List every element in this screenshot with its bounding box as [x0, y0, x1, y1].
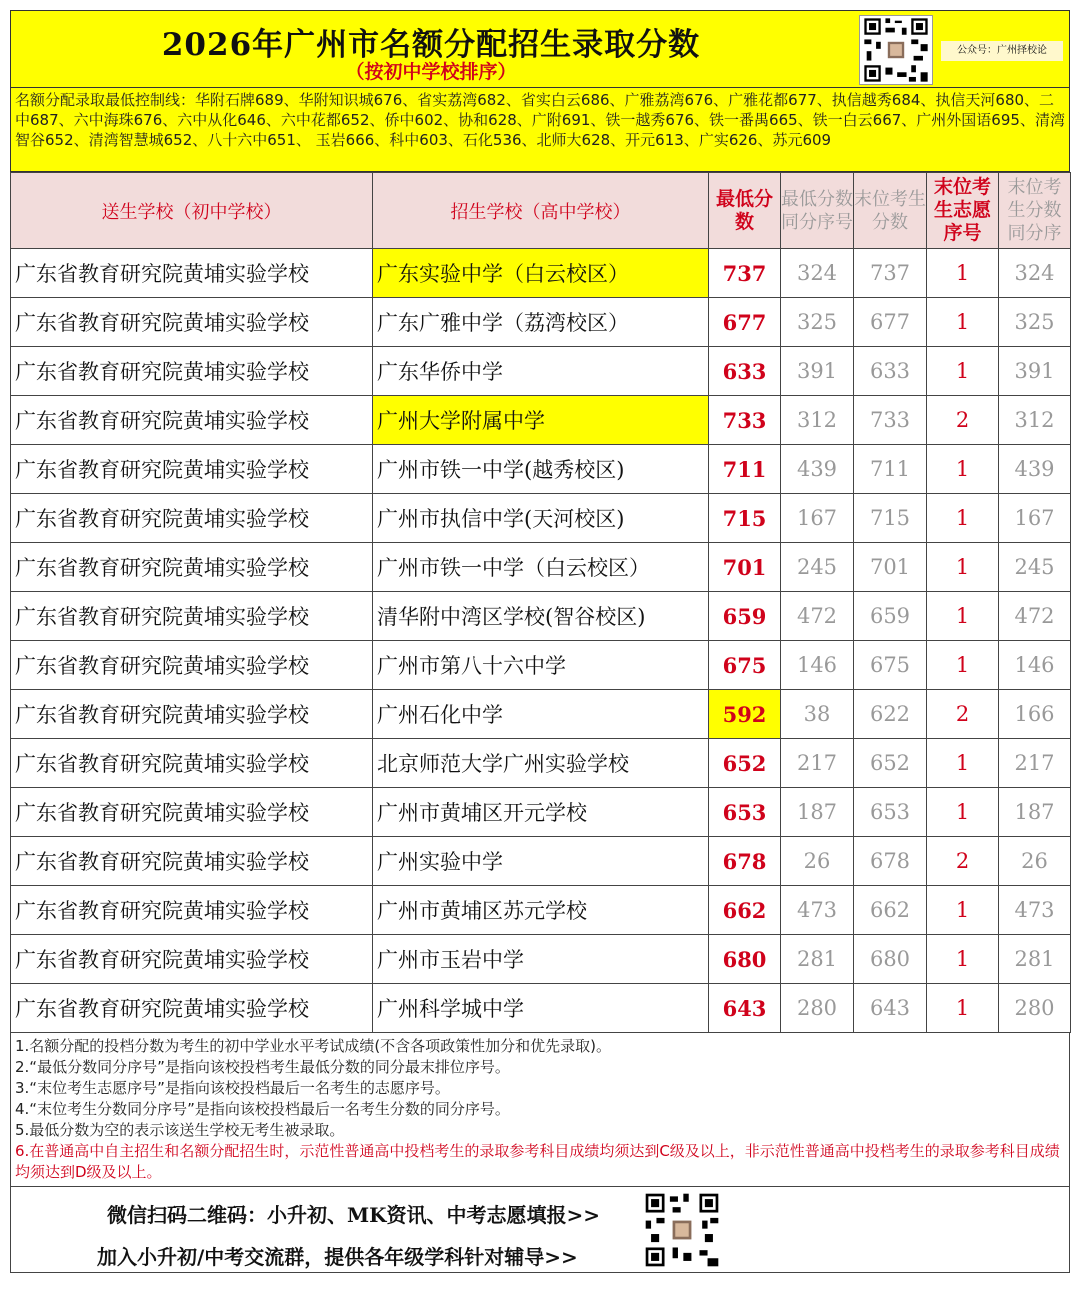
min-score-cell: 737: [709, 249, 781, 298]
last-score-cell: 677: [854, 298, 927, 347]
receiver-cell: 广州市铁一中学(越秀校区): [373, 445, 709, 494]
min-score-cell: 675: [709, 641, 781, 690]
last-rank-cell: 281: [999, 935, 1071, 984]
min-rank-cell: 187: [781, 788, 854, 837]
table-row: [11, 984, 1071, 1033]
last-choice-cell: 2: [927, 690, 999, 739]
note-3: 3.“末位考生志愿序号”是指向该校投档最后一名考生的志愿序号。: [15, 1079, 450, 1097]
footer-line-1: 微信扫码二维码：小升初、MK资讯、中考志愿填报>>: [107, 1203, 601, 1227]
receiver-cell: 广东华侨中学: [373, 347, 709, 396]
min-rank-cell: 324: [781, 249, 854, 298]
last-score-cell: 680: [854, 935, 927, 984]
receiver-cell: 广州市铁一中学（白云校区）: [373, 543, 709, 592]
last-score-cell: 633: [854, 347, 927, 396]
min-score-cell: 662: [709, 886, 781, 935]
table-row: [11, 592, 1071, 641]
last-choice-cell: 1: [927, 592, 999, 641]
last-rank-cell: 217: [999, 739, 1071, 788]
col-sender: 送生学校（初中学校）: [11, 173, 373, 249]
min-rank-cell: 325: [781, 298, 854, 347]
col-last-choice: 末位考生志愿序号: [927, 173, 999, 249]
sender-cell: 广东省教育研究院黄埔实验学校: [11, 494, 373, 543]
note-2: 2.“最低分数同分序号”是指向该校投档考生最低分数的同分最末排位序号。: [15, 1058, 510, 1076]
last-rank-cell: 312: [999, 396, 1071, 445]
sender-cell: 广东省教育研究院黄埔实验学校: [11, 788, 373, 837]
score-sheet: [10, 10, 1070, 1273]
last-rank-cell: 280: [999, 984, 1071, 1033]
table-row: [11, 837, 1071, 886]
last-score-cell: 652: [854, 739, 927, 788]
min-score-cell: 659: [709, 592, 781, 641]
col-receiver: 招生学校（高中学校）: [373, 173, 709, 249]
last-choice-cell: 1: [927, 984, 999, 1033]
table-row: [11, 788, 1071, 837]
min-score-cell: 715: [709, 494, 781, 543]
note-5: 5.最低分数为空的表示该送生学校无考生被录取。: [15, 1121, 345, 1139]
sender-cell: 广东省教育研究院黄埔实验学校: [11, 641, 373, 690]
table-row: [11, 739, 1071, 788]
min-rank-cell: 473: [781, 886, 854, 935]
receiver-cell: 广州实验中学: [373, 837, 709, 886]
min-rank-cell: 245: [781, 543, 854, 592]
sender-cell: 广东省教育研究院黄埔实验学校: [11, 445, 373, 494]
sender-cell: 广东省教育研究院黄埔实验学校: [11, 298, 373, 347]
last-choice-cell: 1: [927, 788, 999, 837]
min-score-cell: 633: [709, 347, 781, 396]
last-choice-cell: 1: [927, 935, 999, 984]
sender-cell: 广东省教育研究院黄埔实验学校: [11, 347, 373, 396]
last-score-cell: 662: [854, 886, 927, 935]
min-score-cell: 678: [709, 837, 781, 886]
min-rank-cell: 217: [781, 739, 854, 788]
last-score-cell: 733: [854, 396, 927, 445]
note-4: 4.“末位考生分数同分序号”是指向该校投档最后一名考生分数的同分序号。: [15, 1100, 510, 1118]
sender-cell: 广东省教育研究院黄埔实验学校: [11, 396, 373, 445]
receiver-cell: 广东广雅中学（荔湾校区）: [373, 298, 709, 347]
table-row: [11, 543, 1071, 592]
last-choice-cell: 1: [927, 347, 999, 396]
last-score-cell: 711: [854, 445, 927, 494]
min-score-cell: 653: [709, 788, 781, 837]
last-rank-cell: 324: [999, 249, 1071, 298]
min-rank-cell: 439: [781, 445, 854, 494]
last-rank-cell: 146: [999, 641, 1071, 690]
min-rank-cell: 312: [781, 396, 854, 445]
last-rank-cell: 473: [999, 886, 1071, 935]
last-score-cell: 701: [854, 543, 927, 592]
last-rank-cell: 26: [999, 837, 1071, 886]
receiver-cell: 广州市玉岩中学: [373, 935, 709, 984]
min-rank-cell: 167: [781, 494, 854, 543]
note-6: 6.在普通高中自主招生和名额分配招生时，示范性普通高中投档考生的录取参考科目成绩均须达到C级及以上，非示范性普通高中投档考生的录取参考科目成绩均须达到D级及以上。: [15, 1142, 1060, 1181]
col-min-score: 最低分数: [709, 173, 781, 249]
min-score-cell: 677: [709, 298, 781, 347]
table-row: [11, 249, 1071, 298]
min-score-cell: 652: [709, 739, 781, 788]
control-lines: 名额分配录取最低控制线：华附石牌689、华附知识城676、省实荔湾682、省实白云686、广雅荔湾676、广雅花都677、执信越秀684、执信天河680、二中687、六中海珠676、六中从化646、六中花都652、侨中602、协和628、广附691、铁一越秀676、铁一番禺665、铁一白云667、广州外国语695、清湾智谷652、清湾智慧城652、八十六中651、 玉岩666、科中603、石化536、北师大628、开元613、广实626、苏元609: [10, 88, 1070, 172]
qr-code-icon[interactable]: [859, 15, 933, 85]
min-rank-cell: 146: [781, 641, 854, 690]
last-choice-cell: 1: [927, 249, 999, 298]
last-choice-cell: 2: [927, 396, 999, 445]
table-row: [11, 445, 1071, 494]
table-row: [11, 494, 1071, 543]
sender-cell: 广东省教育研究院黄埔实验学校: [11, 984, 373, 1033]
min-rank-cell: 26: [781, 837, 854, 886]
min-score-cell: 701: [709, 543, 781, 592]
last-rank-cell: 391: [999, 347, 1071, 396]
notes: [10, 1033, 1070, 1187]
last-choice-cell: 1: [927, 494, 999, 543]
last-score-cell: 643: [854, 984, 927, 1033]
receiver-cell: 广州石化中学: [373, 690, 709, 739]
sender-cell: 广东省教育研究院黄埔实验学校: [11, 249, 373, 298]
last-choice-cell: 1: [927, 886, 999, 935]
last-rank-cell: 166: [999, 690, 1071, 739]
receiver-cell: 广州大学附属中学: [373, 396, 709, 445]
min-rank-cell: 280: [781, 984, 854, 1033]
table-row: [11, 690, 1071, 739]
last-choice-cell: 1: [927, 543, 999, 592]
min-rank-cell: 391: [781, 347, 854, 396]
receiver-cell: 北京师范大学广州实验学校: [373, 739, 709, 788]
sender-cell: 广东省教育研究院黄埔实验学校: [11, 543, 373, 592]
last-choice-cell: 2: [927, 837, 999, 886]
min-score-cell: 592: [709, 690, 781, 739]
last-score-cell: 622: [854, 690, 927, 739]
min-score-cell: 711: [709, 445, 781, 494]
receiver-cell: 广州市黄埔区苏元学校: [373, 886, 709, 935]
min-rank-cell: 281: [781, 935, 854, 984]
col-min-rank: 最低分数同分序号: [781, 173, 854, 249]
footer-qr-code-icon[interactable]: [639, 1191, 725, 1269]
last-choice-cell: 1: [927, 445, 999, 494]
receiver-cell: 广州市黄埔区开元学校: [373, 788, 709, 837]
table-row: [11, 935, 1071, 984]
table-header-row: [11, 173, 1071, 249]
min-rank-cell: 472: [781, 592, 854, 641]
page-title: 2026年广州市名额分配招生录取分数: [161, 27, 701, 63]
last-rank-cell: 325: [999, 298, 1071, 347]
last-rank-cell: 245: [999, 543, 1071, 592]
table-row: [11, 641, 1071, 690]
last-choice-cell: 1: [927, 641, 999, 690]
footer: [10, 1187, 1070, 1273]
min-score-cell: 680: [709, 935, 781, 984]
footer-line-2: 加入小升初/中考交流群，提供各年级学科针对辅导>>: [97, 1245, 578, 1269]
col-last-rank: 末位考生分数同分序: [999, 173, 1071, 249]
sender-cell: 广东省教育研究院黄埔实验学校: [11, 837, 373, 886]
last-choice-cell: 1: [927, 739, 999, 788]
table-row: [11, 886, 1071, 935]
receiver-cell: 广东实验中学（白云校区）: [373, 249, 709, 298]
table-body: [11, 249, 1071, 1033]
min-score-cell: 643: [709, 984, 781, 1033]
last-score-cell: 715: [854, 494, 927, 543]
footer-qr-graphic: [639, 1191, 725, 1269]
receiver-cell: 广州市执信中学(天河校区): [373, 494, 709, 543]
score-table: [10, 172, 1071, 1033]
last-score-cell: 737: [854, 249, 927, 298]
last-rank-cell: 472: [999, 592, 1071, 641]
table-row: [11, 396, 1071, 445]
last-choice-cell: 1: [927, 298, 999, 347]
last-rank-cell: 167: [999, 494, 1071, 543]
min-score-cell: 733: [709, 396, 781, 445]
receiver-cell: 广州市第八十六中学: [373, 641, 709, 690]
last-score-cell: 659: [854, 592, 927, 641]
account-note: 公众号：广州择校论: [941, 41, 1063, 61]
qr-code-graphic: [860, 16, 932, 84]
sender-cell: 广东省教育研究院黄埔实验学校: [11, 886, 373, 935]
last-rank-cell: 439: [999, 445, 1071, 494]
receiver-cell: 广州科学城中学: [373, 984, 709, 1033]
table-row: [11, 347, 1071, 396]
page-subtitle: （按初中学校排序）: [345, 61, 517, 83]
sheet-header: [10, 10, 1070, 88]
receiver-cell: 清华附中湾区学校(智谷校区): [373, 592, 709, 641]
table-row: [11, 298, 1071, 347]
last-score-cell: 653: [854, 788, 927, 837]
note-1: 1.名额分配的投档分数为考生的初中学业水平考试成绩(不含各项政策性加分和优先录取)。: [15, 1037, 612, 1055]
last-score-cell: 678: [854, 837, 927, 886]
sender-cell: 广东省教育研究院黄埔实验学校: [11, 935, 373, 984]
sender-cell: 广东省教育研究院黄埔实验学校: [11, 739, 373, 788]
last-rank-cell: 187: [999, 788, 1071, 837]
sender-cell: 广东省教育研究院黄埔实验学校: [11, 690, 373, 739]
min-rank-cell: 38: [781, 690, 854, 739]
sender-cell: 广东省教育研究院黄埔实验学校: [11, 592, 373, 641]
col-last-score: 末位考生分数: [854, 173, 927, 249]
last-score-cell: 675: [854, 641, 927, 690]
